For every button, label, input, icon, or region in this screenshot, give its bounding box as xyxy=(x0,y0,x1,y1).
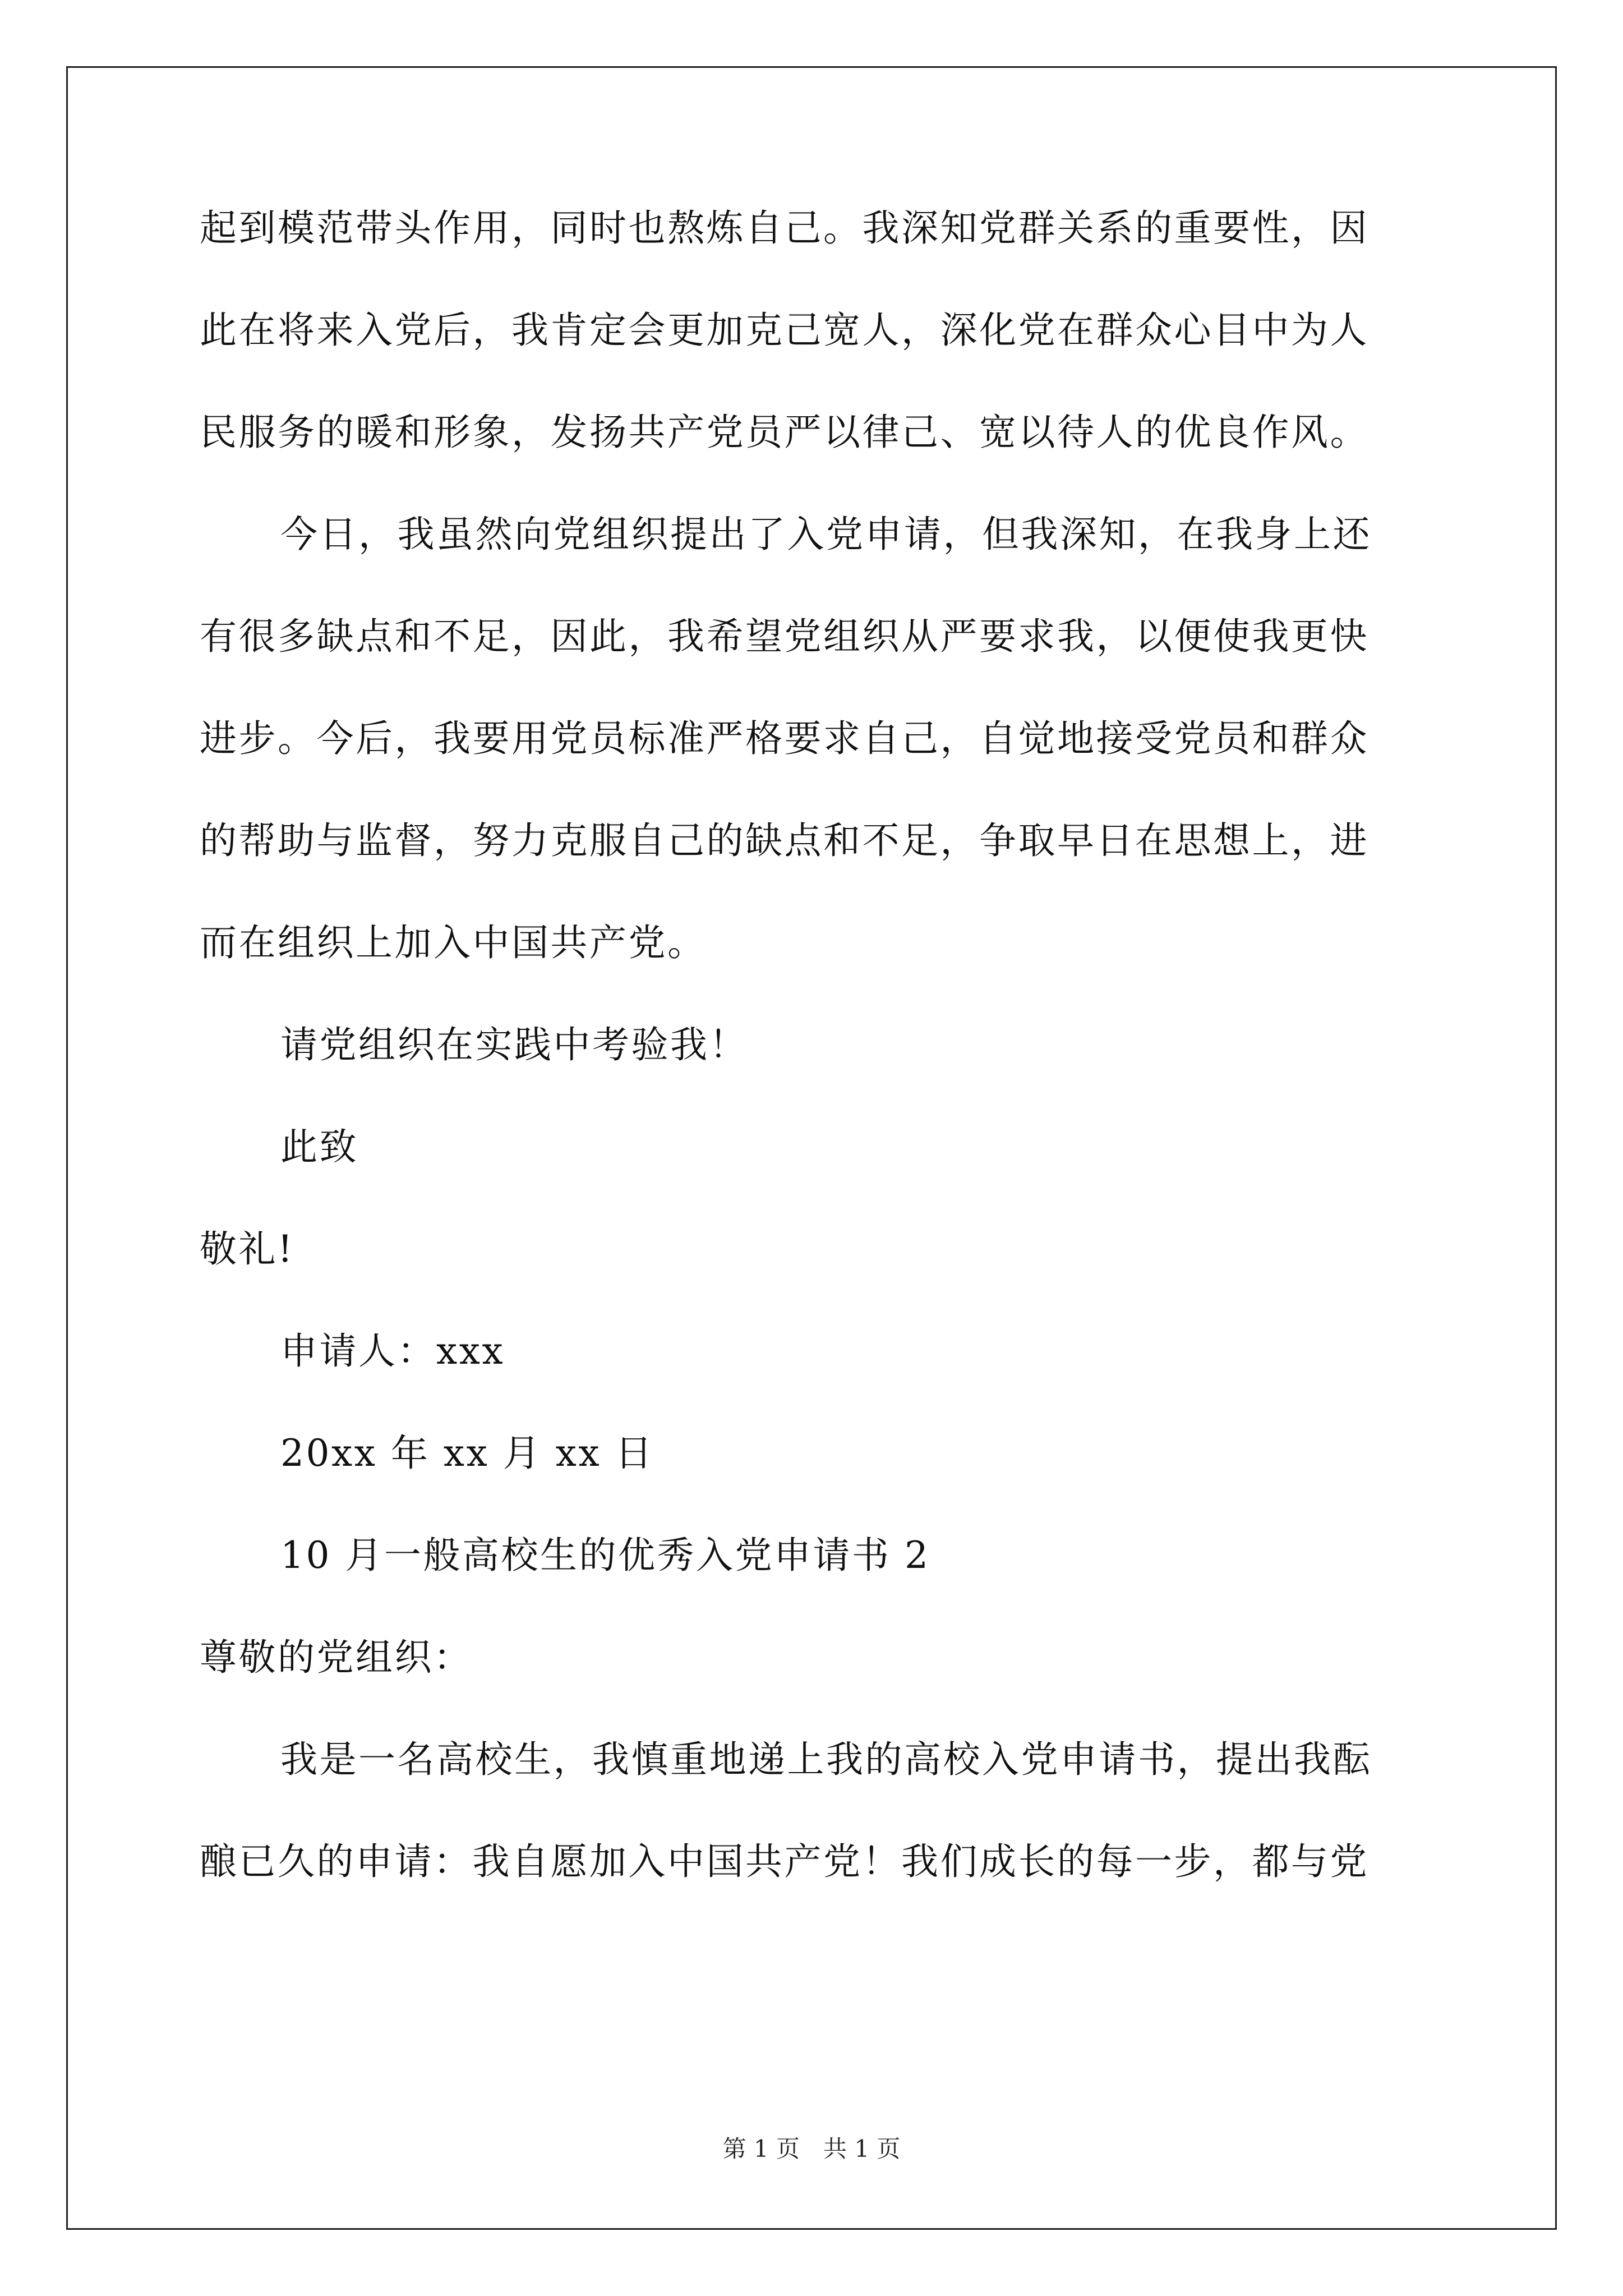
paragraph-line: 我是一名高校生，我慎重地递上我的高校入党申请书，提出我酝 xyxy=(280,1738,1372,1781)
salutation-cizhi: 此致 xyxy=(280,1125,358,1168)
paragraph-line: 的帮助与监督，努力克服自己的缺点和不足，争取早日在思想上，进 xyxy=(200,819,1369,862)
paragraph-line: 今日，我虽然向党组织提出了入党申请，但我深知，在我身上还 xyxy=(280,513,1372,556)
applicant-name: 申请人：xxx xyxy=(280,1329,505,1373)
paragraph-line: 起到模范带头作用，同时也熬炼自己。我深知党群关系的重要性，因 xyxy=(200,206,1369,250)
salutation-jingli: 敬礼! xyxy=(200,1227,295,1271)
closing-request: 请党组织在实践中考验我！ xyxy=(280,1023,748,1066)
paragraph-line: 有很多缺点和不足，因此，我希望党组织从严要求我，以便使我更快 xyxy=(200,615,1369,658)
paragraph-line: 而在组织上加入中国共产党。 xyxy=(200,921,707,964)
paragraph-line: 此在将来入党后，我肯定会更加克己宽人，深化党在群众心目中为人 xyxy=(200,309,1369,352)
paragraph-line: 进步。今后，我要用党员标准严格要求自己，自觉地接受党员和群众 xyxy=(200,717,1369,760)
paragraph-line: 酿已久的申请：我自愿加入中国共产党！我们成长的每一步，都与党 xyxy=(200,1840,1369,1883)
recipient-greeting: 尊敬的党组织： xyxy=(200,1636,473,1679)
paragraph-line: 民服务的暖和形象，发扬共产党员严以律己、宽以待人的优良作风。 xyxy=(200,411,1369,454)
application-date: 20xx 年 xx 月 xx 日 xyxy=(280,1432,654,1475)
page-number-footer: 第 1 页 共 1 页 xyxy=(722,2135,901,2162)
section-heading: 10 月一般高校生的优秀入党申请书 2 xyxy=(280,1534,930,1577)
